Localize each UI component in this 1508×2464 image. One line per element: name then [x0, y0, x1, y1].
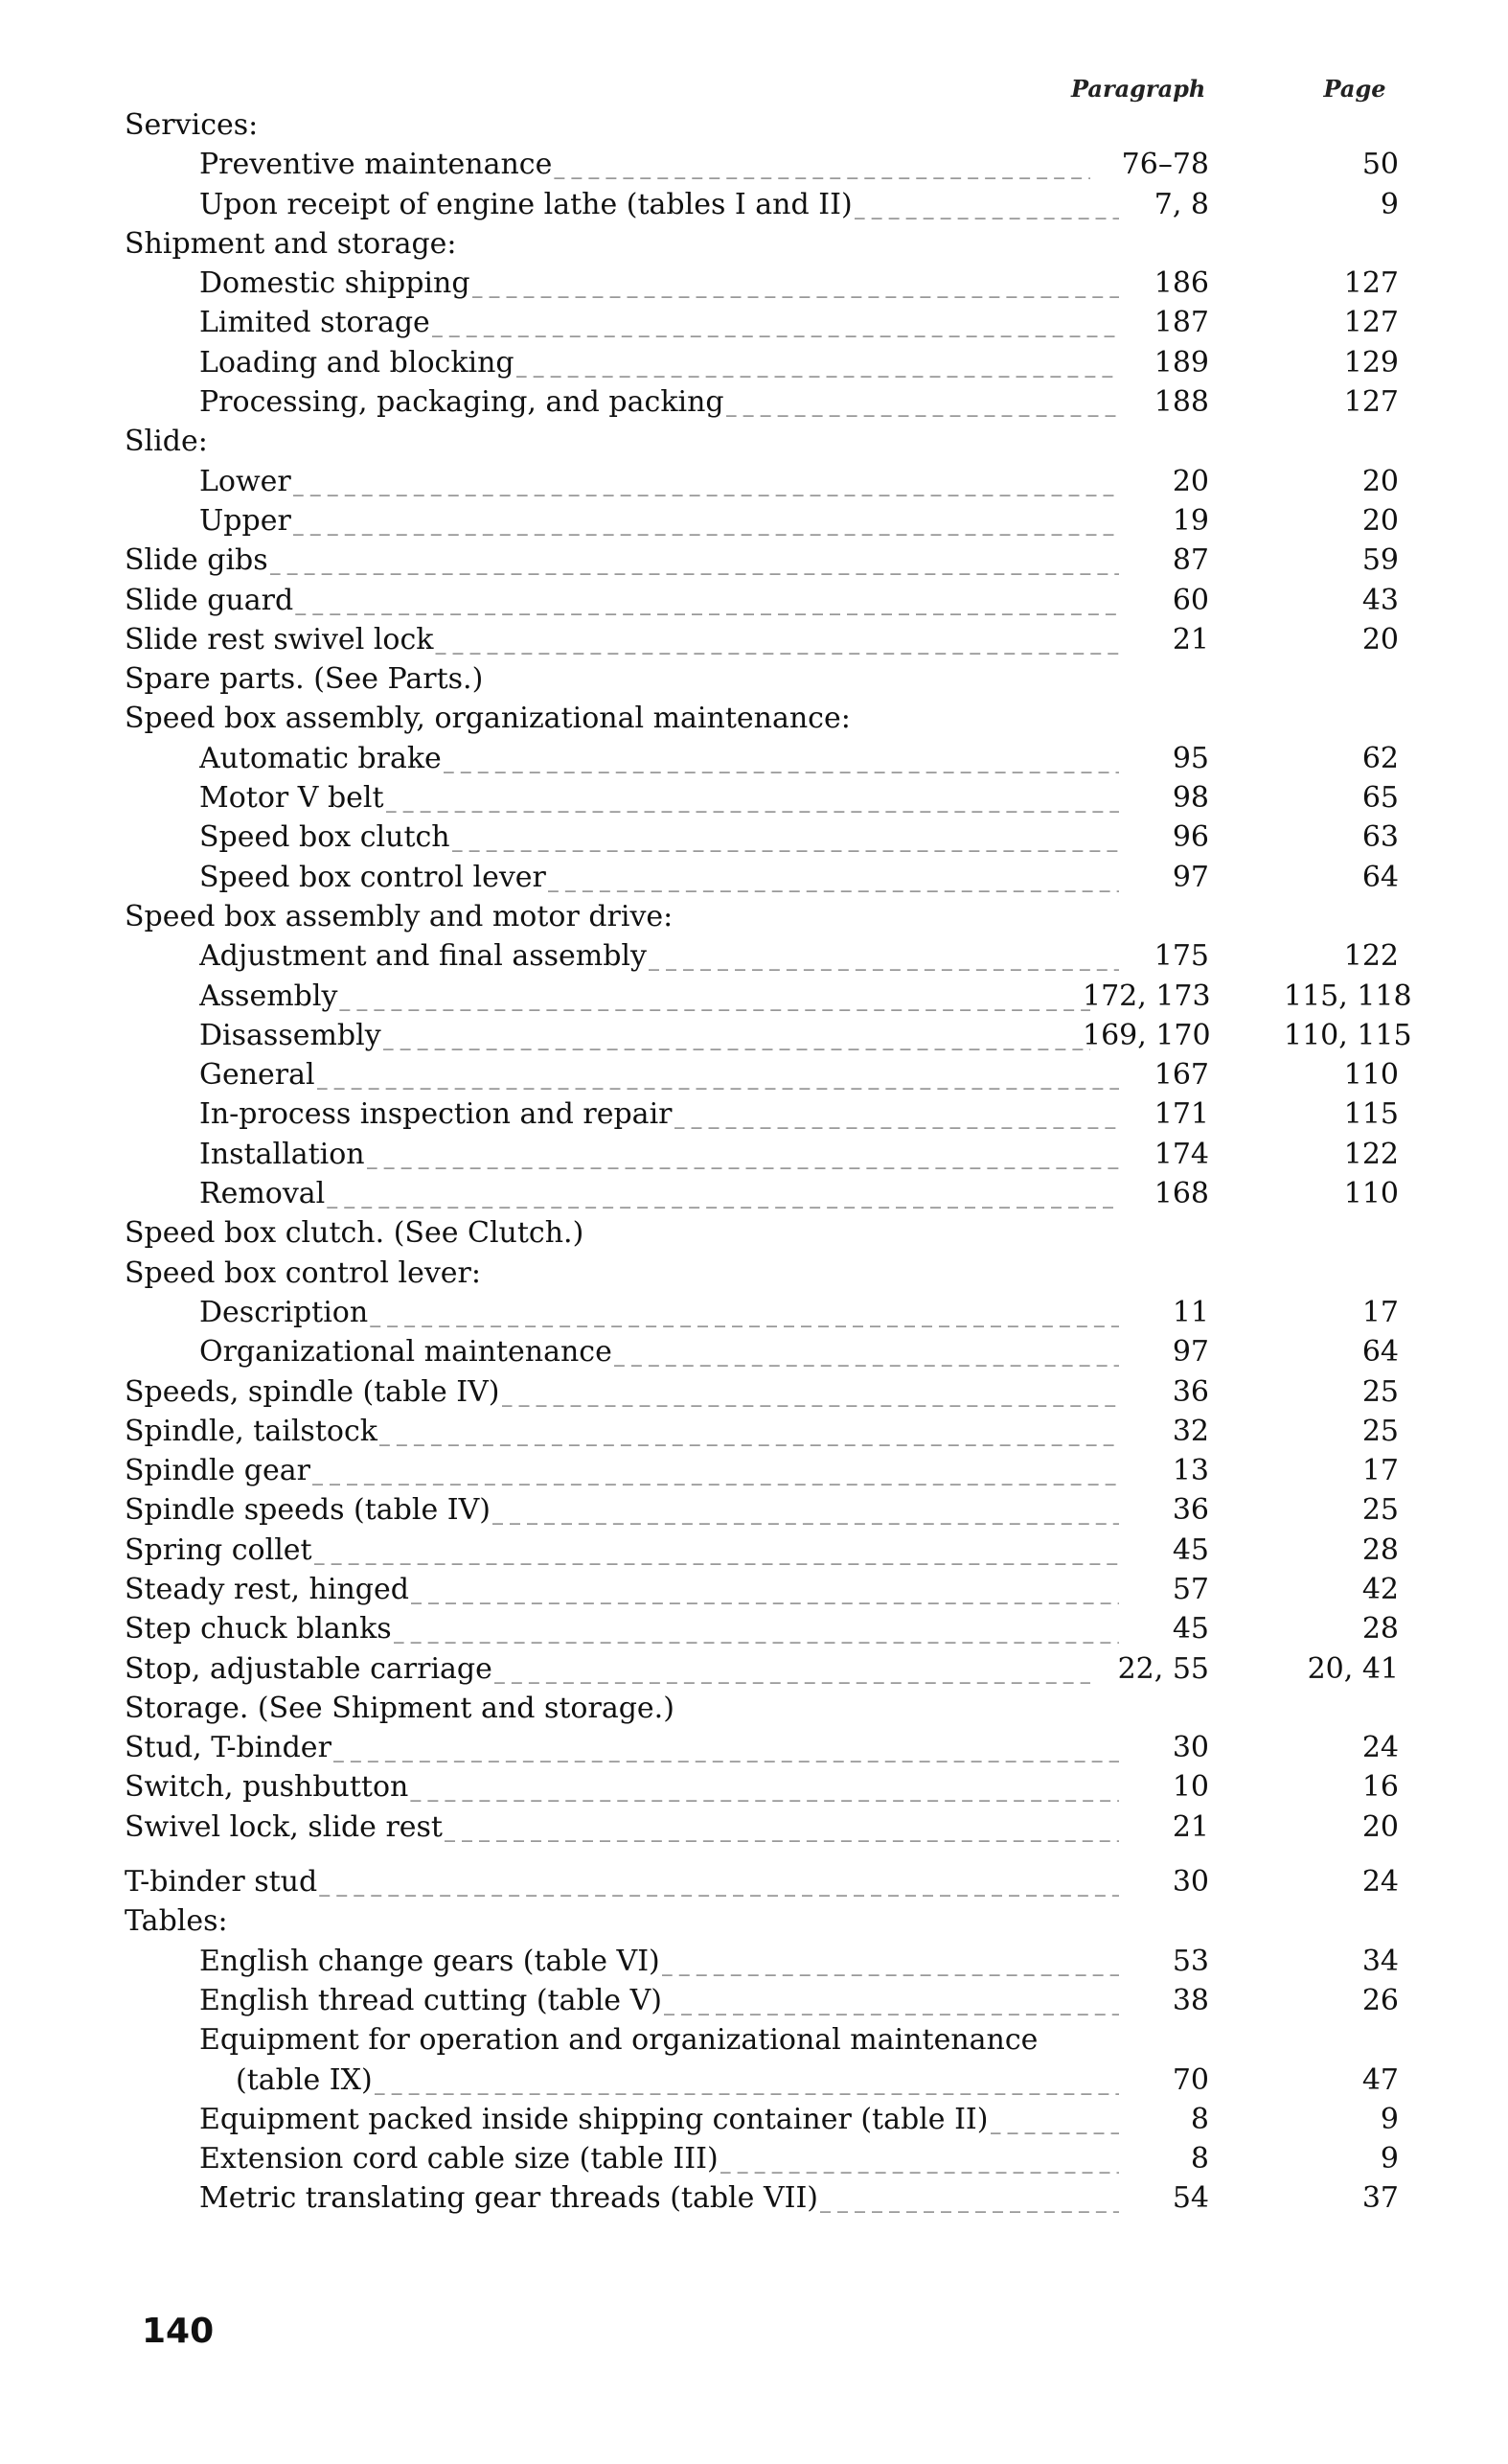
page-reference: 34: [1361, 1944, 1399, 1978]
paragraph-number: 95: [1172, 741, 1209, 775]
page-reference: 122: [1343, 1137, 1399, 1171]
index-entry-label: [199, 382, 1119, 425]
index-entry: [0, 501, 1508, 541]
paragraph-number: 36: [1172, 1493, 1209, 1528]
index-entry-label: [125, 1808, 1119, 1850]
index-entry-text: Assembly: [199, 979, 338, 1013]
index-entry-label: [125, 1372, 1119, 1415]
index-entry-text: Upon receipt of engine lathe (tables I and II): [199, 187, 853, 221]
index-entry-label: [199, 185, 1119, 227]
index-entry-text: Description: [199, 1295, 369, 1329]
dot-leader: [720, 2139, 1119, 2181]
index-entry-label: [125, 1649, 1090, 1692]
index-entry-label: [199, 2020, 1038, 2060]
page-reference: 42: [1361, 1572, 1399, 1606]
paragraph-number: 21: [1172, 1809, 1209, 1844]
index-entry: [0, 2139, 1508, 2178]
paragraph-number: 8: [1190, 2142, 1209, 2176]
dot-leader: [295, 581, 1119, 623]
index-entry: [0, 699, 1508, 738]
paragraph-number: 96: [1172, 820, 1209, 855]
dot-leader: [293, 462, 1119, 504]
index-entry-label: [199, 1094, 1119, 1137]
index-entry-label: [125, 105, 258, 145]
index-entry-label: [199, 303, 1119, 345]
index-entry-text: (table IX): [236, 2062, 373, 2097]
page-reference: 24: [1361, 1731, 1399, 1765]
index-entry-label: [199, 1942, 1119, 1984]
dot-leader: [339, 977, 1090, 1019]
paragraph-number: 97: [1172, 1335, 1209, 1370]
paragraph-number: 20: [1172, 464, 1209, 498]
dot-leader: [820, 2178, 1119, 2221]
index-entry: [0, 1372, 1508, 1412]
index-entry-text: Speed box clutch: [199, 820, 450, 855]
index-entry-text: Metric translating gear threads (table VII): [199, 2181, 819, 2216]
page-reference: 16: [1361, 1770, 1399, 1805]
page-reference: 9: [1380, 2142, 1399, 2176]
index-entry-label: [125, 1451, 1119, 1493]
page-reference: 127: [1343, 266, 1399, 301]
index-entry-text: Spindle, tailstock: [125, 1414, 377, 1448]
index-entry-label: [199, 936, 1119, 979]
index-entry: [0, 1016, 1508, 1055]
index-entry-label: [199, 1293, 1119, 1335]
paragraph-number: 186: [1154, 266, 1209, 301]
index-entry-text: Processing, packaging, and packing: [199, 385, 724, 420]
page-reference: 115: [1343, 1097, 1399, 1132]
dot-leader: [411, 1570, 1119, 1612]
page-reference: 20: [1361, 622, 1399, 656]
paragraph-number: 87: [1172, 543, 1209, 578]
index-entry: [0, 1808, 1508, 1847]
index-entry: [0, 1213, 1508, 1253]
paragraph-number: 169, 170: [1083, 1018, 1211, 1052]
paragraph-number: 19: [1172, 503, 1209, 538]
index-entry-text: Speed box clutch. (See Clutch.): [125, 1216, 584, 1251]
paragraph-number: 8: [1190, 2102, 1209, 2136]
dot-leader: [270, 541, 1119, 583]
paragraph-number: 45: [1172, 1612, 1209, 1647]
index-entry: [0, 2100, 1508, 2139]
page-reference: 17: [1361, 1454, 1399, 1488]
paragraph-number: 32: [1172, 1414, 1209, 1448]
index-entry-label: [199, 462, 1119, 504]
index-entry-label: [125, 224, 457, 264]
dot-leader: [445, 1808, 1119, 1850]
index-entry: [0, 1055, 1508, 1094]
page-reference: 122: [1343, 939, 1399, 974]
index-entry: [0, 858, 1508, 897]
page-reference: 64: [1361, 1335, 1399, 1370]
index-entry-text: Step chuck blanks: [125, 1612, 392, 1647]
dot-leader: [333, 1728, 1119, 1770]
index-entry-text: Switch, pushbutton: [125, 1770, 409, 1805]
dot-leader: [379, 1412, 1119, 1454]
index-entry: [0, 343, 1508, 382]
paragraph-number: 11: [1172, 1295, 1209, 1329]
index-entry-text: Slide gibs: [125, 543, 268, 578]
page-reference: 64: [1361, 860, 1399, 894]
page-reference: 50: [1361, 148, 1399, 182]
index-entry-text: Loading and blocking: [199, 345, 514, 380]
index-entry-label: [125, 1862, 1119, 1904]
paragraph-number: 36: [1172, 1374, 1209, 1409]
page-reference: 129: [1343, 345, 1399, 380]
index-entry-text: Upper: [199, 503, 291, 538]
page-reference: 25: [1361, 1493, 1399, 1528]
paragraph-number: 21: [1172, 622, 1209, 656]
index-entry-label: [125, 1213, 583, 1253]
index-entry-label: [199, 1135, 1119, 1177]
index-entry-label: [199, 739, 1119, 781]
paragraph-number: 167: [1154, 1058, 1209, 1093]
paragraph-number: 7, 8: [1154, 187, 1209, 221]
index-list: [0, 105, 1508, 2219]
paragraph-number: 54: [1172, 2181, 1209, 2216]
page-reference: 26: [1361, 1983, 1399, 2017]
page-reference: 43: [1361, 583, 1399, 617]
dot-leader: [674, 1094, 1119, 1137]
page-reference: 20: [1361, 503, 1399, 538]
page-reference: 9: [1380, 187, 1399, 221]
index-entry-text: Equipment for operation and organizational maintenance: [199, 2023, 1039, 2058]
index-entry: [0, 2020, 1508, 2060]
index-entry: [0, 224, 1508, 264]
dot-leader: [293, 501, 1119, 543]
index-entry: [0, 1094, 1508, 1134]
paragraph-number: 168: [1154, 1177, 1209, 1211]
dot-leader: [444, 739, 1119, 781]
page-reference: 62: [1361, 741, 1399, 775]
dot-leader: [726, 382, 1119, 425]
index-entry-text: Services:: [125, 108, 259, 142]
page-reference: 25: [1361, 1374, 1399, 1409]
dot-leader: [649, 936, 1119, 979]
index-entry: [0, 1609, 1508, 1648]
index-entry: [0, 659, 1508, 699]
index-entry-text: Preventive maintenance: [199, 148, 553, 182]
index-entry-text: Domestic shipping: [199, 266, 470, 301]
index-entry-label: [125, 1531, 1119, 1573]
page-reference: 63: [1361, 820, 1399, 855]
page-reference: 24: [1361, 1865, 1399, 1900]
index-entry-text: Removal: [199, 1177, 326, 1211]
index-entry-text: Equipment packed inside shipping container (table II): [199, 2102, 989, 2136]
paragraph-number: 60: [1172, 583, 1209, 617]
dot-leader: [319, 1862, 1119, 1904]
index-entry: [0, 1942, 1508, 1981]
paragraph-number: 174: [1154, 1137, 1209, 1171]
index-entry: [0, 1531, 1508, 1570]
dot-leader: [516, 343, 1119, 385]
index-entry-label: [199, 145, 1090, 187]
index-entry-text: Disassembly: [199, 1018, 381, 1052]
page-reference: 20, 41: [1307, 1651, 1399, 1686]
index-entry: [0, 1767, 1508, 1807]
index-entry-label: [125, 659, 483, 699]
page-reference: 110: [1343, 1058, 1399, 1093]
page-reference: 59: [1361, 543, 1399, 578]
paragraph-number: 57: [1172, 1572, 1209, 1606]
index-entry-label: [199, 778, 1119, 820]
index-entry-text: Spare parts. (See Parts.): [125, 662, 484, 697]
dot-leader: [548, 858, 1119, 900]
dot-leader: [312, 1451, 1119, 1493]
index-entry-label: [199, 2178, 1119, 2221]
index-entry: [0, 2061, 1508, 2100]
index-entry: [0, 1412, 1508, 1451]
paragraph-number: 30: [1172, 1865, 1209, 1900]
index-entry: [0, 1570, 1508, 1609]
dot-leader: [367, 1135, 1119, 1177]
index-entry: [0, 1332, 1508, 1371]
index-entry-text: Speed box assembly, organizational maintenance:: [125, 702, 851, 736]
index-entry: [0, 977, 1508, 1016]
index-entry-text: Installation: [199, 1137, 365, 1171]
page-reference: 127: [1343, 306, 1399, 340]
page-reference: 20: [1361, 464, 1399, 498]
index-entry: [0, 462, 1508, 501]
index-entry: [0, 1649, 1508, 1689]
dot-leader: [614, 1332, 1119, 1374]
index-entry-label: [199, 1332, 1119, 1374]
index-entry-text: Spindle speeds (table IV): [125, 1493, 491, 1528]
index-entry-text: Stud, T-binder: [125, 1731, 331, 1765]
dot-leader: [432, 303, 1119, 345]
paragraph-number: 97: [1172, 860, 1209, 894]
index-entry-label: [199, 1016, 1090, 1058]
index-entry: [0, 422, 1508, 461]
page-reference: 20: [1361, 1809, 1399, 1844]
index-entry-label: [125, 422, 208, 461]
index-entry-label: [125, 1570, 1119, 1612]
index-entry-text: Limited storage: [199, 306, 430, 340]
index-entry: [0, 1981, 1508, 2020]
index-entry-label: [199, 343, 1119, 385]
index-entry-text: T-binder stud: [125, 1865, 318, 1900]
page-reference: 28: [1361, 1612, 1399, 1647]
paragraph-number: 10: [1172, 1770, 1209, 1805]
page-reference: 9: [1380, 2102, 1399, 2136]
index-entry-text: Slide:: [125, 425, 208, 459]
index-entry-label: [199, 817, 1119, 860]
index-entry-label: [199, 858, 1119, 900]
dot-leader: [452, 817, 1119, 860]
index-entry: [0, 303, 1508, 342]
dot-leader: [494, 1649, 1090, 1692]
dot-leader: [435, 620, 1119, 662]
dot-leader: [383, 1016, 1090, 1058]
index-entry-label: [125, 699, 851, 738]
index-entry: [0, 1490, 1508, 1530]
index-entry: [0, 541, 1508, 580]
dot-leader: [317, 1055, 1119, 1097]
index-entry: [0, 382, 1508, 422]
dot-leader: [410, 1767, 1119, 1809]
page-reference: 115, 118: [1284, 979, 1412, 1013]
dot-leader: [855, 185, 1119, 227]
index-entry-text: Speeds, spindle (table IV): [125, 1374, 500, 1409]
index-entry-text: English change gears (table VI): [199, 1944, 660, 1978]
page-reference: 28: [1361, 1532, 1399, 1567]
page-column-header: Page: [1323, 75, 1386, 103]
index-entry: [0, 620, 1508, 659]
paragraph-number: 70: [1172, 2062, 1209, 2097]
index-entry-text: Extension cord cable size (table III): [199, 2142, 719, 2176]
dot-leader: [314, 1531, 1119, 1573]
paragraph-number: 45: [1172, 1532, 1209, 1567]
index-entry-text: Shipment and storage:: [125, 226, 457, 261]
index-entry: [0, 264, 1508, 303]
dot-leader: [370, 1293, 1119, 1335]
index-entry-text: Spindle gear: [125, 1454, 310, 1488]
index-entry: [0, 1451, 1508, 1490]
index-entry-label: [236, 2061, 1119, 2103]
index-entry-label: [125, 581, 1119, 623]
index-entry-label: [125, 897, 673, 936]
index-entry-label: [125, 1767, 1119, 1809]
paragraph-number: 188: [1154, 385, 1209, 420]
index-entry-text: Organizational maintenance: [199, 1335, 612, 1370]
index-entry: [0, 1135, 1508, 1174]
dot-leader: [394, 1609, 1119, 1651]
index-entry-text: Tables:: [125, 1904, 228, 1939]
index-entry-text: Motor V belt: [199, 781, 384, 816]
paragraph-number: 30: [1172, 1731, 1209, 1765]
index-entry-label: [125, 1689, 674, 1728]
index-entry: [0, 145, 1508, 184]
dot-leader: [502, 1372, 1120, 1415]
paragraph-number: 38: [1172, 1983, 1209, 2017]
paragraph-number: 76–78: [1121, 148, 1209, 182]
index-entry: [0, 2178, 1508, 2218]
page-number: 140: [142, 2312, 215, 2351]
index-entry-label: [199, 2100, 1119, 2142]
index-entry: [0, 1901, 1508, 1941]
page-reference: 65: [1361, 781, 1399, 816]
index-entry-text: English thread cutting (table V): [199, 1983, 662, 2017]
index-entry-text: Speed box assembly and motor drive:: [125, 899, 674, 933]
dot-leader: [554, 145, 1090, 187]
index-entry-label: [199, 977, 1090, 1019]
page-reference: 25: [1361, 1414, 1399, 1448]
index-entry: [0, 739, 1508, 778]
paragraph-number: 98: [1172, 781, 1209, 816]
page-reference: 110: [1343, 1177, 1399, 1211]
index-entry-text: General: [199, 1058, 315, 1093]
index-entry: [0, 105, 1508, 145]
dot-leader: [662, 1942, 1119, 1984]
index-entry-text: Storage. (See Shipment and storage.): [125, 1691, 674, 1725]
dot-leader: [327, 1174, 1119, 1216]
dot-leader: [664, 1981, 1119, 2023]
index-entry-text: Swivel lock, slide rest: [125, 1809, 443, 1844]
index-entry: [0, 817, 1508, 857]
index-entry-label: [199, 501, 1119, 543]
paragraph-number: 175: [1154, 939, 1209, 974]
index-entry: [0, 936, 1508, 976]
page-reference: 17: [1361, 1295, 1399, 1329]
paragraph-number: 53: [1172, 1944, 1209, 1978]
index-entry-text: In-process inspection and repair: [199, 1097, 673, 1132]
index-entry-text: Stop, adjustable carriage: [125, 1651, 492, 1686]
index-entry: [0, 1862, 1508, 1901]
index-entry-label: [125, 620, 1119, 662]
index-entry-text: Steady rest, hinged: [125, 1572, 409, 1606]
index-entry-text: Slide guard: [125, 583, 294, 617]
paragraph-number: 172, 173: [1083, 979, 1211, 1013]
paragraph-number: 189: [1154, 345, 1209, 380]
index-entry-label: [125, 1901, 228, 1941]
index-entry: [0, 1174, 1508, 1213]
index-entry-text: Adjustment and final assembly: [199, 939, 647, 974]
index-entry-label: [125, 1609, 1119, 1651]
index-entry-label: [199, 1981, 1119, 2023]
dot-leader: [492, 1490, 1119, 1532]
index-entry-text: Spring collet: [125, 1532, 312, 1567]
page-reference: 127: [1343, 385, 1399, 420]
index-entry: [0, 897, 1508, 936]
index-entry-label: [125, 1412, 1119, 1454]
index-entry-label: [125, 541, 1119, 583]
dot-leader: [375, 2061, 1119, 2103]
index-entry: [0, 1728, 1508, 1767]
index-entry-text: Automatic brake: [199, 741, 442, 775]
paragraph-number: 22, 55: [1117, 1651, 1209, 1686]
index-entry: [0, 581, 1508, 620]
dot-leader: [472, 264, 1119, 306]
index-entry-text: Slide rest swivel lock: [125, 622, 434, 656]
index-entry-label: [199, 1174, 1119, 1216]
paragraph-number: 13: [1172, 1454, 1209, 1488]
page-reference: 47: [1361, 2062, 1399, 2097]
index-entry-label: [199, 264, 1119, 306]
index-entry-text: Speed box control lever:: [125, 1255, 481, 1290]
index-entry-label: [125, 1490, 1119, 1532]
index-entry: [0, 1689, 1508, 1728]
page-reference: 110, 115: [1284, 1018, 1412, 1052]
index-entry-label: [199, 2139, 1119, 2181]
index-entry: [0, 778, 1508, 817]
paragraph-column-header: Paragraph: [1071, 75, 1206, 103]
index-entry: [0, 185, 1508, 224]
page-reference: 37: [1361, 2181, 1399, 2216]
index-entry-label: [199, 1055, 1119, 1097]
index-entry-label: [125, 1728, 1119, 1770]
paragraph-number: 171: [1154, 1097, 1209, 1132]
dot-leader: [386, 778, 1119, 820]
paragraph-number: 187: [1154, 306, 1209, 340]
index-entry: [0, 1293, 1508, 1332]
index-entry-text: Lower: [199, 464, 291, 498]
index-entry: [0, 1254, 1508, 1293]
index-entry-text: Speed box control lever: [199, 860, 546, 894]
index-entry-label: [125, 1254, 481, 1293]
